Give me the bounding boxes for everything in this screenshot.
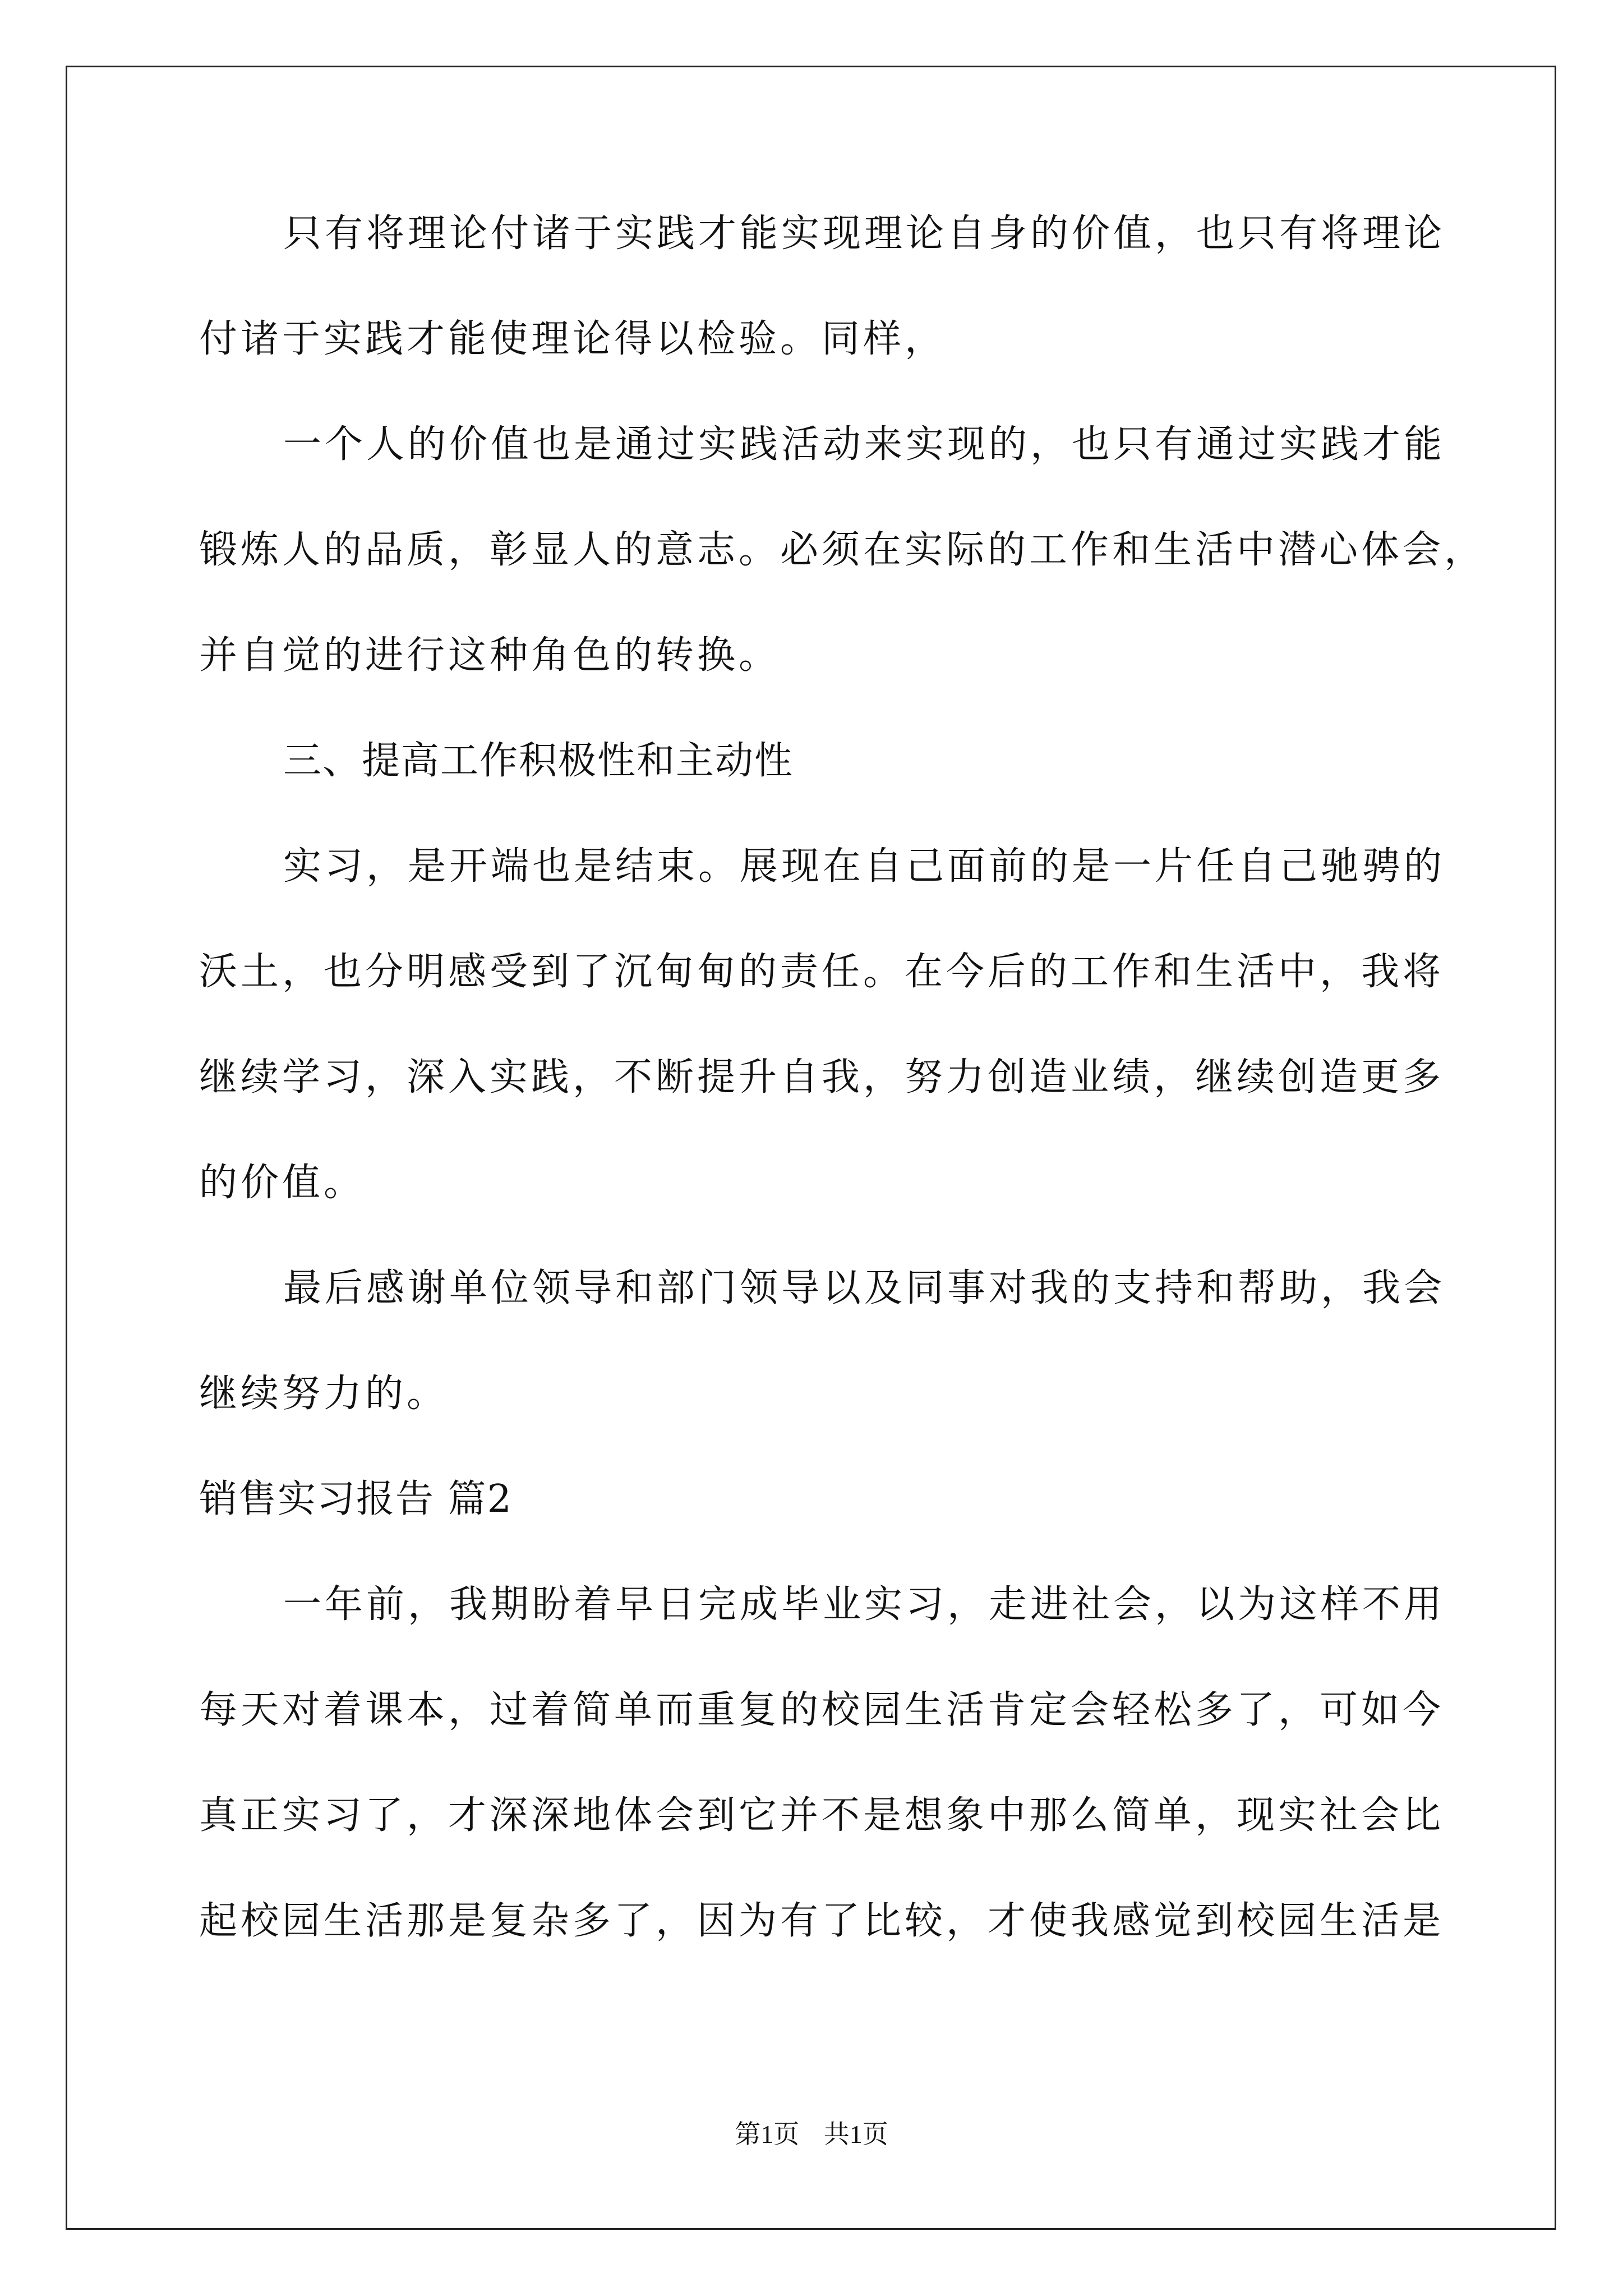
page-number-total: 共1页 (823, 2120, 888, 2148)
paragraph-line: 的价值。 (199, 1161, 366, 1205)
paragraph-line: 每天对着课本，过着简单而重复的校园生活肯定会轻松多了，可如今 (199, 1688, 1445, 1732)
paragraph-line: 沃土，也分明感受到了沉甸甸的责任。在今后的工作和生活中，我将 (199, 950, 1445, 994)
paragraph-line: 继续努力的。 (199, 1372, 449, 1416)
paragraph-line: 并自觉的进行这种角色的转换。 (199, 633, 781, 678)
document-body (199, 208, 1486, 2000)
paragraph-line: 真正实习了，才深深地体会到它并不是想象中那么简单，现实社会比 (199, 1793, 1445, 1838)
page-footer (0, 2118, 1623, 2151)
paragraph-line: 一个人的价值也是通过实践活动来实现的，也只有通过实践才能 (283, 422, 1446, 467)
article-title: 销售实习报告 篇2 (199, 1477, 513, 1521)
paragraph-line: 付诸于实践才能使理论得以检验。同样， (199, 317, 947, 361)
paragraph-line: 实习，是开端也是结束。展现在自己面前的是一片任自己驰骋的 (283, 844, 1446, 889)
page-number-current: 第1页 (735, 2120, 800, 2148)
section-heading: 三、提高工作积极性和主动性 (283, 739, 794, 783)
paragraph-line: 一年前，我期盼着早日完成毕业实习，走进社会，以为这样不用 (283, 1582, 1446, 1627)
paragraph-line: 锻炼人的品质，彰显人的意志。必须在实际的工作和生活中潜心体会， (199, 528, 1486, 572)
paragraph-line: 起校园生活那是复杂多了，因为有了比较，才使我感觉到校园生活是 (199, 1899, 1445, 1943)
paragraph-line: 继续学习，深入实践，不断提升自我，努力创造业绩，继续创造更多 (199, 1055, 1445, 1099)
paragraph-line: 只有将理论付诸于实践才能实现理论自身的价值，也只有将理论 (283, 211, 1446, 256)
paragraph-line: 最后感谢单位领导和部门领导以及同事对我的支持和帮助，我会 (283, 1266, 1446, 1310)
